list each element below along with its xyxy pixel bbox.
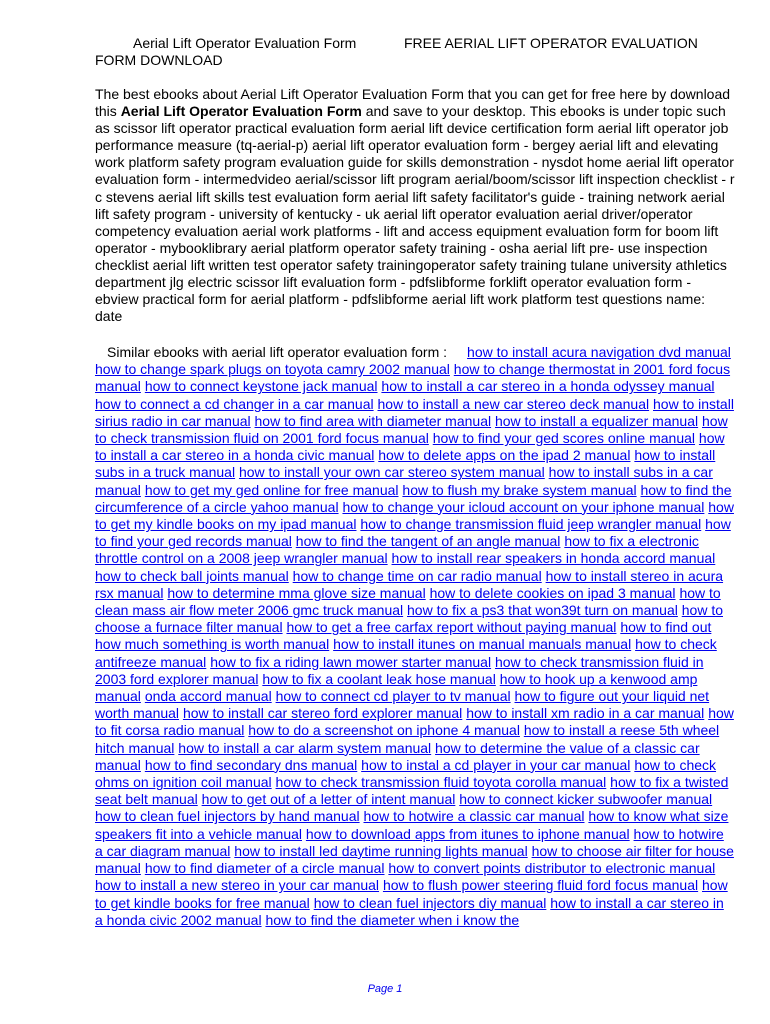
similar-ebook-link[interactable]: how to determine the value of a classic car manual <box>95 739 700 773</box>
similar-ebook-link[interactable]: how to hotwire a classic car manual <box>363 808 585 825</box>
page-number: Page 1 <box>367 983 403 995</box>
similar-ebook-link[interactable]: how to change your icloud account on your iphone manual <box>342 498 705 515</box>
similar-ebook-link[interactable]: how to install a new stereo in your car manual <box>95 877 380 894</box>
similar-ebook-link[interactable]: how to fit corsa radio manual <box>95 705 734 739</box>
similar-ebook-link[interactable]: how to find your ged scores online manual <box>432 430 696 447</box>
similar-ebook-link[interactable]: how to install led daytime running lights manual <box>234 842 528 859</box>
header-title-continued: FORM DOWNLOAD <box>95 52 223 68</box>
header-title-right: FREE AERIAL LIFT OPERATOR EVALUATION <box>404 35 698 51</box>
similar-ebook-link[interactable]: how to fix a twisted seat belt manual <box>95 774 729 808</box>
intro-bold-title: Aerial Lift Operator Evaluation Form <box>120 103 362 120</box>
similar-ebook-link[interactable]: how to clean fuel injectors by hand manual <box>95 808 360 825</box>
similar-ebook-link[interactable]: how to install a car stereo in a honda civic manual <box>95 430 725 464</box>
similar-ebooks-lead: Similar ebooks with aerial lift operator evaluation form : <box>107 344 448 360</box>
similar-ebook-link[interactable]: how to flush my brake system manual <box>402 481 637 498</box>
similar-ebook-link[interactable]: how to install acura navigation dvd manual <box>467 344 731 360</box>
similar-ebook-link[interactable]: how to check ohms on ignition coil manual <box>95 756 717 791</box>
similar-ebook-link[interactable]: how to check ball joints manual <box>95 567 289 584</box>
similar-ebook-link[interactable]: how to clean mass air flow meter 2006 gmc truck manual <box>95 584 721 619</box>
similar-ebook-link[interactable]: how to connect cd player to tv manual <box>275 688 511 705</box>
similar-ebook-link[interactable]: how to find the circumference of a circle yahoo manual <box>95 481 732 515</box>
similar-ebook-link[interactable]: how to check transmission fluid on 2001 ford focus manual <box>95 412 728 447</box>
similar-ebook-link[interactable]: how to figure out your liquid net worth manual <box>95 688 710 722</box>
similar-ebook-link[interactable]: how to change transmission fluid jeep wrangler manual <box>360 516 702 533</box>
similar-ebook-link[interactable]: how to know what size speakers fit into a vehicle manual <box>95 808 729 842</box>
intro-paragraph <box>95 86 735 325</box>
similar-ebook-link[interactable]: how to clean fuel injectors diy manual <box>313 894 547 911</box>
similar-ebook-link[interactable]: how to find secondary dns manual <box>144 756 358 773</box>
similar-ebook-link[interactable]: how to fix a riding lawn mower starter manual <box>210 653 492 670</box>
similar-ebook-link[interactable]: how to delete apps on the ipad 2 manual <box>378 447 631 464</box>
similar-ebook-link[interactable]: how to fix a ps3 that won39t turn on manual <box>407 602 678 619</box>
similar-ebook-link[interactable]: how to change time on car radio manual <box>292 567 542 584</box>
similar-ebook-link[interactable]: how to do a screenshot on iphone 4 manual <box>248 722 520 739</box>
similar-ebook-link[interactable]: how to choose air filter for house manual <box>95 842 734 877</box>
similar-ebook-link[interactable]: how to connect keystone jack manual <box>144 378 378 395</box>
similar-ebook-link[interactable]: how to find area with diameter manual <box>254 412 492 429</box>
similar-ebook-link[interactable]: how to get my ged online for free manual <box>144 481 399 498</box>
similar-ebook-link[interactable]: how to find out how much something is worth manual <box>95 619 712 653</box>
similar-ebook-link[interactable]: how to choose a furnace filter manual <box>95 602 723 636</box>
similar-ebook-link[interactable]: how to find the tangent of an angle manual <box>295 533 561 550</box>
similar-ebook-link[interactable]: how to get my kindle books on my ipad manual <box>95 498 734 533</box>
similar-ebook-link[interactable]: how to install a car alarm system manual <box>178 739 432 756</box>
similar-ebook-link[interactable]: how to install rear speakers in honda accord manual <box>391 550 716 567</box>
similar-ebook-link[interactable]: how to install stereo in acura rsx manual <box>95 567 724 601</box>
similar-ebook-link[interactable]: onda accord manual <box>144 688 272 705</box>
similar-ebook-link[interactable]: how to install subs in a truck manual <box>95 447 716 481</box>
similar-ebook-link[interactable]: how to install a new car stereo deck manual <box>377 395 650 412</box>
similar-ebook-link[interactable]: how to check transmission fluid in 2003 ford explorer manual <box>95 653 704 687</box>
similar-ebook-link[interactable]: how to hotwire a car diagram manual <box>95 825 724 859</box>
similar-ebook-link[interactable]: how to install your own car stereo system manual <box>238 464 545 481</box>
similar-ebook-link[interactable]: how to delete cookies on ipad 3 manual <box>429 584 676 601</box>
similar-ebook-link[interactable]: how to check transmission fluid toyota corolla manual <box>275 774 607 791</box>
similar-ebook-link[interactable]: how to find diameter of a circle manual <box>144 860 385 877</box>
similar-ebook-link[interactable]: how to install a reese 5th wheel hitch manual <box>95 722 720 756</box>
similar-ebook-link[interactable]: how to connect a cd changer in a car manual <box>95 395 374 412</box>
similar-ebook-link[interactable]: how to find your ged records manual <box>95 516 731 550</box>
similar-ebook-link[interactable]: how to convert points distributor to electronic manual <box>388 860 716 877</box>
similar-ebook-link[interactable]: how to install itunes on manual manuals manual <box>333 636 632 653</box>
similar-ebook-link[interactable]: how to get a free carfax report without paying manual <box>286 619 617 636</box>
similar-ebook-link[interactable]: how to determine mma glove size manual <box>167 584 426 601</box>
similar-ebooks-section <box>95 344 735 929</box>
similar-ebook-link[interactable]: how to hook up a kenwood amp manual <box>95 670 698 705</box>
similar-ebook-link[interactable]: how to connect kicker subwoofer manual <box>459 791 713 808</box>
similar-ebook-link[interactable]: how to get out of a letter of intent manual <box>201 791 456 808</box>
similar-ebook-link[interactable]: how to fix a coolant leak hose manual <box>262 670 496 687</box>
similar-ebook-link[interactable]: how to flush power steering fluid ford focus manual <box>382 877 699 894</box>
intro-text-after: and save to your desktop. This ebooks is under topic such as scissor lift operator practical evaluation form aerial lift device certification form aerial lift operator job performance measure (tq-aerial-p) aerial lift operator evaluation form - bergey aerial lift and elevating work platform safety program evaluation guide for skills demonstration - nysdot home aerial lift operator evaluation form - intermedvideo aerial/scissor lift program aerial/boom/scissor lift inspection checklist - r c stevens aerial lift skills test evaluation form aerial lift safety facilitator's guide - training network aerial lift safety program - university of kentucky - uk aerial lift operator evaluation aerial driver/operator competency evaluation aerial work platforms - lift and access equipment evaluation form for boom lift operator - mybooklibrary aerial platform operator safety training - osha aerial lift pre- use inspection checklist aerial lift written test operator safety trainingoperator safety training tulane university athletics department jlg electric scissor lift evaluation form - pdfslibforme forklift operator evaluation form - ebview practical form for aerial platform - pdfslibforme aerial lift work platform test questions name: date <box>95 103 735 325</box>
similar-ebook-link[interactable]: how to install a car stereo in a honda civic 2002 manual <box>95 894 724 928</box>
similar-ebook-link[interactable]: how to instal a cd player in your car manual <box>361 756 631 773</box>
intro-text-before: The best ebooks about Aerial Lift Operator Evaluation Form that you can get for free here by download this <box>95 86 731 120</box>
similar-ebook-link[interactable]: how to check antifreeze manual <box>95 636 717 670</box>
similar-ebook-link[interactable]: how to install sirius radio in car manual <box>95 395 734 429</box>
similar-ebook-link[interactable]: how to install car stereo ford explorer manual <box>182 705 463 722</box>
similar-ebook-link[interactable]: how to find the diameter when i know the <box>265 911 520 928</box>
similar-ebook-link[interactable]: how to install a car stereo in a honda odyssey manual <box>381 378 715 395</box>
similar-ebook-link[interactable]: how to install a equalizer manual <box>494 412 699 429</box>
similar-ebook-link[interactable]: how to install subs in a car manual <box>95 464 713 498</box>
similar-ebook-link[interactable]: how to download apps from itunes to iphone manual <box>305 825 630 842</box>
header-title-left: Aerial Lift Operator Evaluation Form <box>133 35 357 51</box>
similar-ebook-link[interactable]: how to change thermostat in 2001 ford focus manual <box>95 361 731 395</box>
similar-ebook-link[interactable]: how to get kindle books for free manual <box>95 877 728 911</box>
similar-ebook-link[interactable]: how to install xm radio in a car manual <box>466 705 705 722</box>
similar-ebook-link[interactable]: how to fix a electronic throttle control on a 2008 jeep wrangler manual <box>95 533 699 567</box>
similar-ebook-link[interactable]: how to change spark plugs on toyota camry 2002 manual <box>95 361 450 378</box>
